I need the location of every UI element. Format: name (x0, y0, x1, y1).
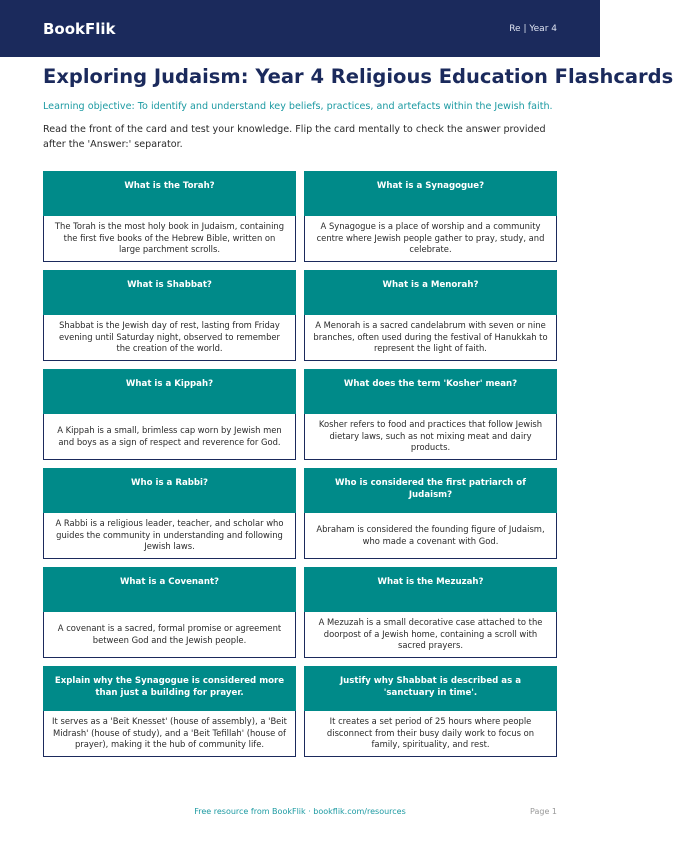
learning-objective: Learning objective: To identify and understand key beliefs, practices, and artefacts within the Jewish faith. (43, 101, 553, 112)
flashcard-answer: Shabbat is the Jewish day of rest, lasting from Friday evening until Saturday night, observed to remember the creation of the world. (43, 315, 296, 361)
flashcard-grid (43, 171, 557, 757)
flashcard-question: Who is a Rabbi? (43, 468, 296, 513)
flashcard-question: What is a Kippah? (43, 369, 296, 414)
flashcard (304, 666, 557, 757)
flashcard (304, 567, 557, 658)
flashcard-question: What is the Mezuzah? (304, 567, 557, 612)
top-header-bar (0, 0, 600, 57)
flashcard (43, 666, 296, 757)
flashcard (43, 369, 296, 460)
page-number: Page 1 (530, 807, 557, 816)
flashcard (304, 369, 557, 460)
flashcard-answer: A Mezuzah is a small decorative case attached to the doorpost of a Jewish home, containing a scroll with sacred prayers. (304, 612, 557, 658)
flashcard (43, 270, 296, 361)
flashcard-question: What is the Torah? (43, 171, 296, 216)
flashcard (304, 270, 557, 361)
flashcard-answer: It creates a set period of 25 hours where people disconnect from their busy daily work to focus on family, spirituality, and rest. (304, 711, 557, 757)
brand-logo: BookFlik (43, 19, 116, 38)
flashcard-question: Explain why the Synagogue is considered more than just a building for prayer. (43, 666, 296, 711)
flashcard-question: What is Shabbat? (43, 270, 296, 315)
instructions-text: Read the front of the card and test your knowledge. Flip the card mentally to check the answer provided after the 'Answer:' separator. (43, 124, 546, 150)
flashcard-answer: Kosher refers to food and practices that follow Jewish dietary laws, such as not mixing meat and dairy products. (304, 414, 557, 460)
flashcard-answer: Abraham is considered the founding figure of Judaism, who made a covenant with God. (304, 513, 557, 559)
flashcard-answer: It serves as a 'Beit Knesset' (house of assembly), a 'Beit Midrash' (house of study), and a 'Beit Tefillah' (house of prayer), making it the hub of community life. (43, 711, 296, 757)
flashcard-question: What is a Synagogue? (304, 171, 557, 216)
flashcard-answer: The Torah is the most holy book in Judaism, containing the first five books of the Hebrew Bible, written on large parchment scrolls. (43, 216, 296, 262)
subject-year-label: Re | Year 4 (509, 23, 557, 34)
flashcard-answer: A Menorah is a sacred candelabrum with seven or nine branches, often used during the festival of Hanukkah to represent the light of faith. (304, 315, 557, 361)
footer-resource-link[interactable]: Free resource from BookFlik · bookflik.com/resources (194, 807, 406, 816)
flashcard-answer: A Synagogue is a place of worship and a community centre where Jewish people gather to pray, study, and celebrate. (304, 216, 557, 262)
flashcard (43, 171, 296, 262)
flashcard-question: What does the term 'Kosher' mean? (304, 369, 557, 414)
flashcard (43, 567, 296, 658)
flashcard-question: Who is considered the first patriarch of Judaism? (304, 468, 557, 513)
flashcard-answer: A Kippah is a small, brimless cap worn by Jewish men and boys as a sign of respect and reverence for God. (43, 414, 296, 460)
flashcard-answer: A Rabbi is a religious leader, teacher, and scholar who guides the community in understanding and following Jewish laws. (43, 513, 296, 559)
flashcard-question: What is a Menorah? (304, 270, 557, 315)
flashcard-question: What is a Covenant? (43, 567, 296, 612)
flashcard-answer: A covenant is a sacred, formal promise or agreement between God and the Jewish people. (43, 612, 296, 658)
flashcard (304, 171, 557, 262)
flashcard (43, 468, 296, 559)
flashcard-question: Justify why Shabbat is described as a 'sanctuary in time'. (304, 666, 557, 711)
flashcard (304, 468, 557, 559)
page-title: Exploring Judaism: Year 4 Religious Education Flashcards (43, 65, 673, 88)
